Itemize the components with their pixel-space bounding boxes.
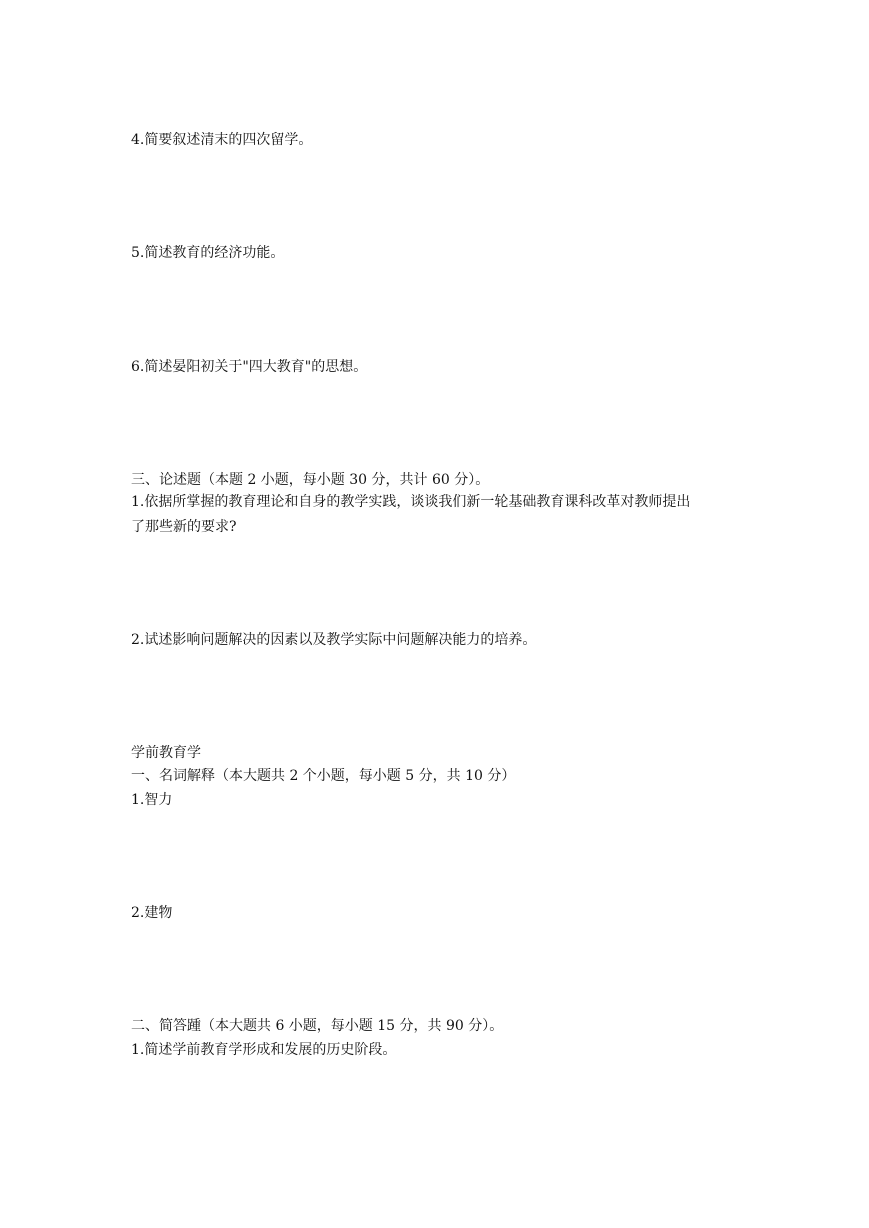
question-6-text: 6.简述晏阳初关于"四大教育"的思想。: [131, 359, 368, 375]
section-heading-essay: 三、论述题（本题 2 小题，每小题 30 分，共计 60 分）。: [131, 472, 490, 488]
term-2-text: 2.建物: [131, 905, 173, 921]
section-heading-terms: 一、名词解释（本大题共 2 个小题，每小题 5 分，共 10 分）: [131, 768, 516, 784]
essay-question-1-continuation: 了那些新的要求?: [131, 519, 237, 535]
essay-question-2-text: 2.试述影响问题解决的因素以及教学实际中问题解决能力的培养。: [131, 632, 537, 648]
question-5-text: 5.简述教育的经济功能。: [131, 245, 285, 261]
section-heading-short-answer: 二、简答踵（本大题共 6 小题，每小题 15 分，共 90 分）。: [131, 1018, 504, 1034]
term-1-text: 1.智力: [131, 792, 173, 808]
subject-title: 学前教育学: [131, 745, 201, 761]
question-4-text: 4.简要叙述清末的四次留学。: [131, 132, 313, 148]
short-answer-question-1-text: 1.简述学前教育学形成和发展的历史阶段。: [131, 1042, 397, 1058]
essay-question-1-text: 1.依据所掌握的教育理论和自身的教学实践，谈谈我们新一轮基础教育课科改革对教师提出: [131, 494, 691, 510]
